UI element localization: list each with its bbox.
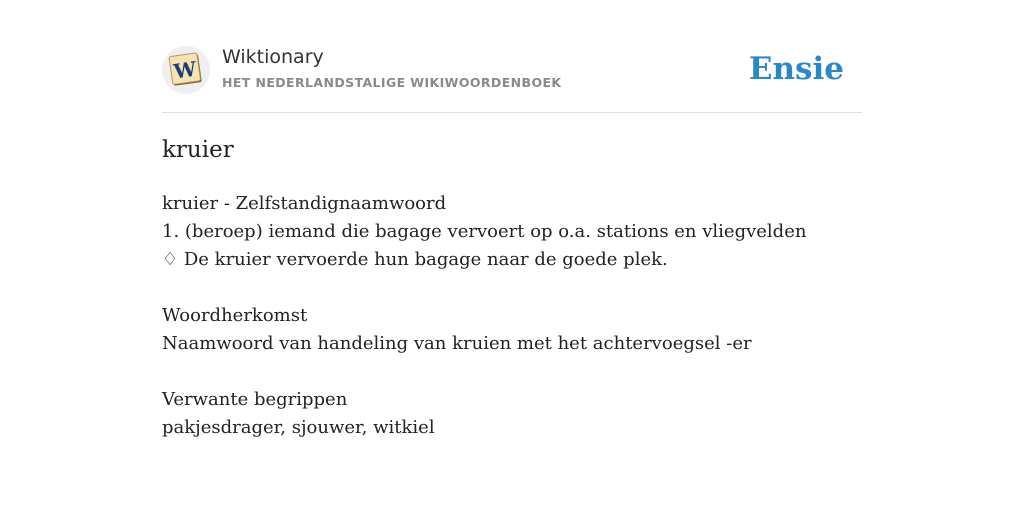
site-tagline: HET NEDERLANDSTALIGE WIKIWOORDENBOEK: [222, 75, 562, 90]
logo-letter: W: [172, 56, 198, 84]
definition: 1. (beroep) iemand die bagage vervoert op o.a. stations en vliegvelden: [162, 221, 807, 242]
entry-heading: kruier - Zelfstandignaamwoord: [162, 193, 447, 214]
etymology-heading: Woordherkomst: [162, 305, 308, 326]
example-sentence: ♢ De kruier vervoerde hun bagage naar de goede plek.: [162, 249, 668, 270]
site-header: [162, 44, 862, 113]
w-tile-icon: [167, 51, 205, 89]
page-title: kruier: [162, 137, 234, 163]
ensie-brand-link[interactable]: Ensie: [748, 51, 844, 87]
related-heading: Verwante begrippen: [162, 389, 348, 410]
wiktionary-logo-icon[interactable]: [162, 46, 210, 94]
etymology-text: Naamwoord van handeling van kruien met het achtervoegsel -er: [162, 333, 752, 354]
site-name[interactable]: Wiktionary: [222, 46, 324, 68]
section-spacer: [162, 358, 862, 386]
related-terms: pakjesdrager, sjouwer, witkiel: [162, 417, 435, 438]
section-spacer: [162, 274, 862, 302]
entry-content: [162, 190, 862, 442]
